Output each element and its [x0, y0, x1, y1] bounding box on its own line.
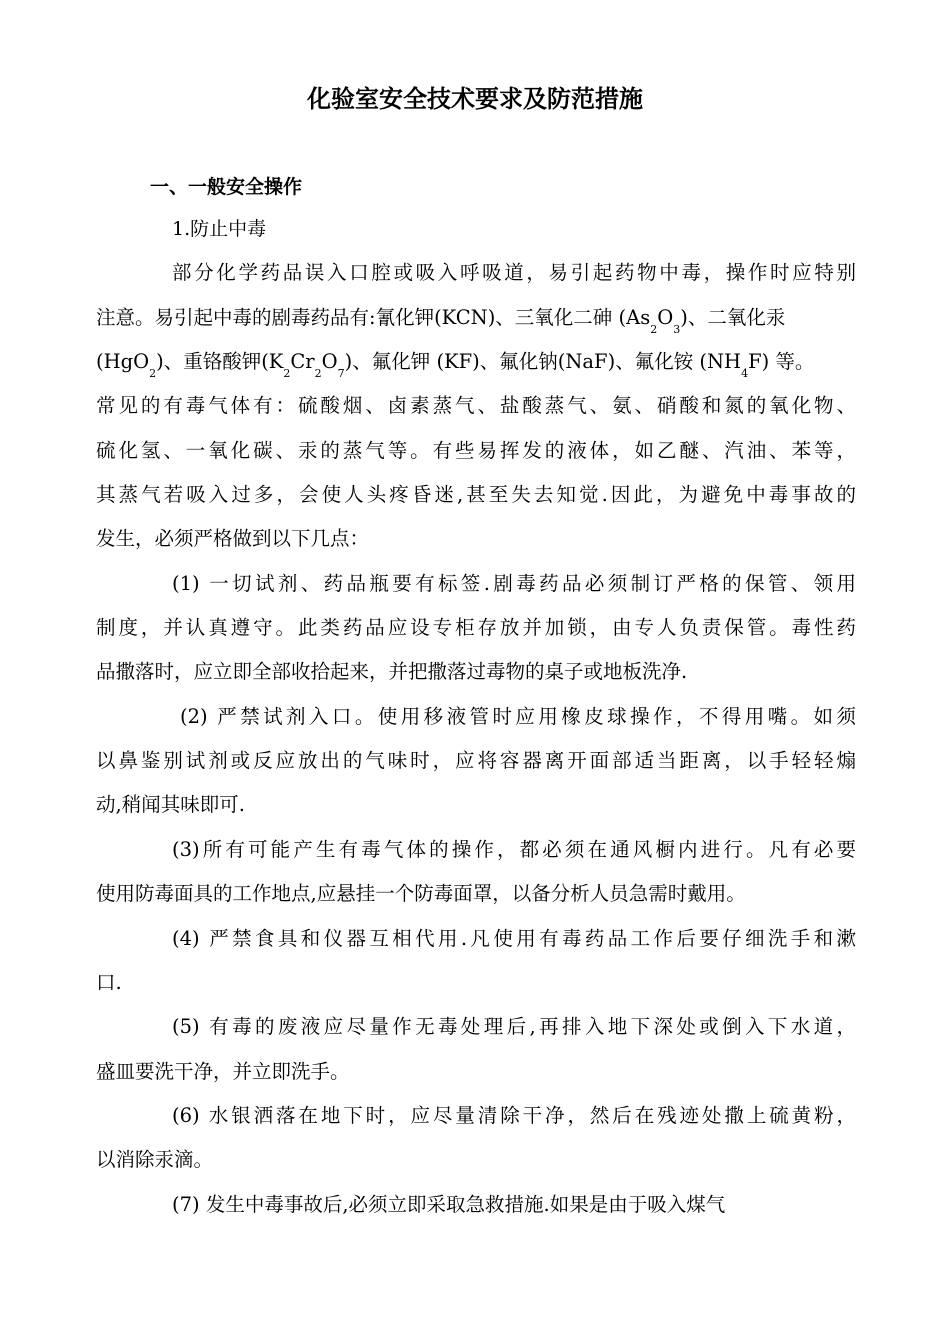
paragraph-line: 其蒸气若吸入过多，会使人头疼昏迷,甚至失去知觉.因此，为避免中毒事故的: [96, 483, 856, 506]
paragraph-line: 发生，必须严格做到以下几点：: [96, 527, 370, 550]
paragraph-line: (7) 发生中毒事故后,必须立即采取急救措施.如果是由于吸入煤气: [172, 1193, 726, 1216]
paragraph-line: 以鼻鉴别试剂或反应放出的气味时，应将容器离开面部适当距离，以手轻轻煽: [96, 749, 856, 772]
paragraph-line: (2) 严禁试剂入口。使用移液管时应用橡皮球操作，不得用嘴。如须: [180, 705, 856, 728]
paragraph-line: (6) 水银洒落在地下时，应尽量清除干净，然后在残迹处撒上硫黄粉，: [172, 1104, 856, 1127]
subsection-heading: 1.防止中毒: [172, 218, 267, 240]
paragraph-line: 品撒落时，应立即全部收拾起来，并把撒落过毒物的桌子或地板洗净.: [96, 660, 688, 683]
paragraph-line: 硫化氢、一氧化碳、汞的蒸气等。有些易挥发的液体，如乙醚、汽油、苯等，: [96, 439, 856, 462]
paragraph-line: 口.: [96, 971, 122, 994]
paragraph-line: 注意。易引起中毒的剧毒药品有:氰化钾(KCN)、三氧化二砷 $(As_2O_3)$、二氧化汞: [96, 306, 786, 336]
paragraph-line: 盛皿要洗干净，并立即洗手。: [96, 1060, 350, 1083]
paragraph-line: 使用防毒面具的工作地点,应悬挂一个防毒面罩，以备分析人员急需时戴用。: [96, 882, 746, 905]
paragraph-line: (HgO$_2$)、重铬酸钾$(K_2Cr_2O_7)$、氟化钾 (KF)、氟化钠(NaF)、氟化铵 $(NH_4F)$ 等。: [96, 350, 815, 380]
paragraph-line: (1) 一切试剂、药品瓶要有标签.剧毒药品必须制订严格的保管、领用: [172, 572, 856, 595]
paragraph-line: 常见的有毒气体有：硫酸烟、卤素蒸气、盐酸蒸气、氨、硝酸和氮的氧化物、: [96, 394, 856, 417]
paragraph-line: 以消除汞滴。: [96, 1148, 214, 1171]
paragraph-line: (3)所有可能产生有毒气体的操作，都必须在通风橱内进行。凡有必要: [172, 838, 856, 861]
paragraph-line: 制度，并认真遵守。此类药品应设专柜存放并加锁，由专人负责保管。毒性药: [96, 616, 856, 639]
section-heading: 一、一般安全操作: [150, 176, 303, 198]
paragraph-line: (5) 有毒的废液应尽量作无毒处理后,再排入地下深处或倒入下水道，: [172, 1015, 856, 1038]
paragraph-line: 动,稍闻其味即可.: [96, 793, 245, 816]
document-title: 化验室安全技术要求及防范措施: [307, 85, 643, 113]
paragraph-line: (4) 严禁食具和仪器互相代用.凡使用有毒药品工作后要仔细洗手和漱: [172, 927, 856, 950]
paragraph-line: 部分化学药品误入口腔或吸入呼吸道，易引起药物中毒，操作时应特别: [172, 261, 856, 284]
